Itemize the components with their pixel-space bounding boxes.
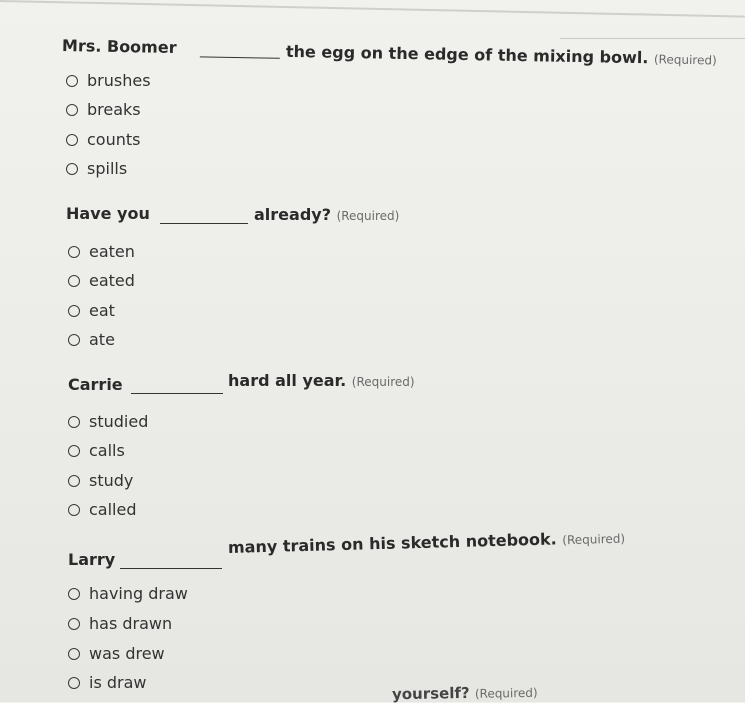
question-4-rest-text: many trains on his sketch notebook. (227, 529, 557, 557)
question-4-blank (120, 568, 222, 569)
radio-icon[interactable] (66, 163, 78, 175)
radio-icon[interactable] (68, 445, 80, 457)
option-label: brushes (87, 71, 151, 90)
question-2-option-2[interactable] (68, 271, 135, 290)
question-3-blank (131, 393, 223, 394)
radio-icon[interactable] (68, 618, 80, 630)
next-question-required: (Required) (474, 685, 538, 701)
question-2-rest-text: already? (254, 205, 331, 224)
question-2-rest (254, 205, 399, 224)
question-2-required: (Required) (336, 209, 400, 223)
question-1-rest (286, 42, 717, 69)
radio-icon[interactable] (68, 648, 80, 660)
question-3-rest-text: hard all year. (228, 371, 347, 390)
radio-icon[interactable] (66, 134, 78, 146)
question-3-subject: Carrie (68, 375, 123, 394)
question-2-option-1[interactable] (68, 242, 135, 261)
option-label: was drew (89, 644, 165, 663)
question-1-option-3[interactable] (66, 130, 140, 149)
top-edge-line (0, 0, 745, 18)
question-1-blank (200, 56, 280, 58)
question-4-subject: Larry (68, 550, 116, 569)
question-2-subject: Have you (66, 204, 150, 223)
option-label: ate (89, 330, 115, 349)
question-2-blank (160, 223, 248, 224)
option-label: having draw (89, 584, 188, 603)
question-1-subject: Mrs. Boomer (61, 36, 177, 57)
question-4-option-4[interactable] (68, 673, 147, 692)
question-3-rest (228, 371, 415, 390)
question-3-option-2[interactable] (68, 441, 125, 460)
question-1-required: (Required) (653, 52, 717, 68)
question-1-option-4[interactable] (66, 159, 127, 178)
next-question-partial (392, 683, 538, 703)
option-label: eaten (89, 242, 135, 261)
radio-icon[interactable] (68, 305, 80, 317)
radio-icon[interactable] (66, 104, 78, 116)
radio-icon[interactable] (68, 475, 80, 487)
option-label: counts (87, 130, 141, 149)
page-divider (560, 38, 745, 39)
question-1-rest-text: the egg on the edge of the mixing bowl. (285, 41, 649, 68)
option-label: studied (89, 412, 149, 431)
question-4-rest (228, 528, 626, 557)
option-label: is draw (89, 673, 147, 692)
option-label: study (89, 471, 134, 490)
question-3-option-3[interactable] (68, 471, 133, 490)
option-label: calls (89, 441, 125, 460)
question-4-option-3[interactable] (68, 644, 165, 663)
radio-icon[interactable] (68, 275, 80, 287)
radio-icon[interactable] (68, 588, 80, 600)
option-label: called (89, 500, 137, 519)
question-4-option-2[interactable] (68, 614, 172, 633)
option-label: spills (87, 159, 128, 178)
radio-icon[interactable] (68, 334, 80, 346)
option-label: eated (89, 271, 135, 290)
option-label: breaks (87, 100, 141, 119)
question-3-option-4[interactable] (68, 500, 137, 519)
question-4-option-1[interactable] (68, 584, 188, 603)
question-2-option-4[interactable] (68, 330, 115, 349)
question-3-option-1[interactable] (68, 412, 148, 431)
option-label: eat (89, 301, 115, 320)
radio-icon[interactable] (68, 416, 80, 428)
question-1-option-2[interactable] (66, 100, 141, 119)
question-2-option-3[interactable] (68, 301, 115, 320)
radio-icon[interactable] (66, 75, 78, 87)
radio-icon[interactable] (68, 677, 80, 689)
radio-icon[interactable] (68, 504, 80, 516)
question-3-required: (Required) (351, 375, 415, 389)
question-1-option-1[interactable] (66, 71, 151, 90)
question-4-required: (Required) (562, 531, 626, 548)
radio-icon[interactable] (68, 246, 80, 258)
option-label: has drawn (89, 614, 173, 633)
next-question-text: yourself? (391, 683, 470, 703)
